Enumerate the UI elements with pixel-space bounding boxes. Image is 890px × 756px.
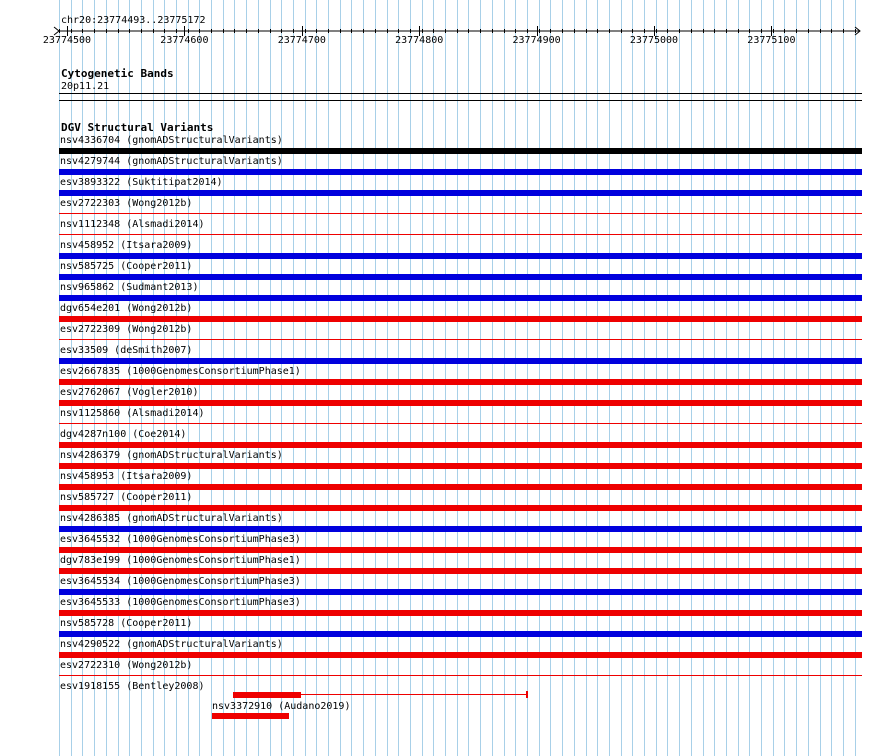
ruler-tick-label: 23774800 [395,35,444,46]
ruler-tick-label: 23774700 [277,35,326,46]
feature-label[interactable]: esv2762067 (Vogler2010) [60,387,199,398]
feature-bar[interactable] [59,484,862,490]
feature-label[interactable]: esv3645534 (1000GenomesConsortiumPhase3) [60,576,301,587]
feature-bar[interactable] [59,463,862,469]
feature-label[interactable]: nsv1112348 (Alsmadi2014) [60,219,205,230]
feature-bar[interactable] [59,526,862,532]
ruler-tick-label: 23774900 [512,35,561,46]
feature-line[interactable] [59,339,862,340]
feature-line[interactable] [59,234,862,235]
feature-label[interactable]: nsv585725 (Cooper2011) [60,261,193,272]
feature-label[interactable]: dgv783e199 (1000GenomesConsortiumPhase1) [60,555,301,566]
feature-bar[interactable] [59,568,862,574]
feature-bar[interactable] [59,274,862,280]
feature-label[interactable]: nsv4286385 (gnomADStructuralVariants) [60,513,283,524]
ruler-location: chr20:23774493..23775172 [61,15,206,26]
feature-label[interactable]: dgv654e201 (Wong2012b) [60,303,193,314]
feature-bar[interactable] [59,379,862,385]
feature-bar[interactable] [212,713,289,719]
feature-bar[interactable] [59,169,862,175]
feature-bar[interactable] [59,148,862,154]
feature-bar[interactable] [59,400,862,406]
feature-label[interactable]: esv2667835 (1000GenomesConsortiumPhase1) [60,366,301,377]
cytoband-bar [59,93,862,94]
feature-label[interactable]: nsv458953 (Itsara2009) [60,471,193,482]
feature-bar[interactable] [59,253,862,259]
feature-label[interactable]: esv3893322 (Suktitipat2014) [60,177,223,188]
ruler-tick-label: 23774500 [42,35,92,46]
ruler-tick-label: 23775000 [629,35,679,46]
ruler-tick-label: 23775100 [747,35,796,46]
cytoband-label: 20p11.21 [61,81,110,92]
dgv-track-title: DGV Structural Variants [61,121,214,134]
feature-label[interactable]: esv2722303 (Wong2012b) [60,198,193,209]
feature-label[interactable]: esv3645532 (1000GenomesConsortiumPhase3) [60,534,301,545]
feature-bar[interactable] [59,547,862,553]
cytobands-title: Cytogenetic Bands [61,67,174,80]
feature-bar[interactable] [59,631,862,637]
ruler-tick-label: 23774600 [160,35,209,46]
feature-label[interactable]: dgv4287n100 (Coe2014) [60,429,187,440]
feature-bar-segment[interactable] [233,692,301,698]
feature-line[interactable] [59,675,862,676]
feature-label[interactable]: esv2722309 (Wong2012b) [60,324,193,335]
feature-bar[interactable] [59,190,862,196]
feature-bar[interactable] [59,295,862,301]
feature-label[interactable]: esv2722310 (Wong2012b) [60,660,193,671]
feature-label[interactable]: nsv1125860 (Alsmadi2014) [60,408,205,419]
feature-intron-line [301,694,527,695]
feature-bar[interactable] [59,610,862,616]
feature-label[interactable]: nsv585728 (Cooper2011) [60,618,193,629]
feature-line[interactable] [59,423,862,424]
feature-bar[interactable] [59,442,862,448]
feature-label[interactable]: nsv4279744 (gnomADStructuralVariants) [60,156,283,167]
feature-label[interactable]: esv33509 (deSmith2007) [60,345,193,356]
feature-bar[interactable] [59,358,862,364]
feature-label[interactable]: nsv4286379 (gnomADStructuralVariants) [60,450,283,461]
feature-bar[interactable] [59,652,862,658]
feature-bar[interactable] [59,505,862,511]
feature-label[interactable]: nsv3372910 (Audano2019) [212,701,351,712]
feature-label[interactable]: esv3645533 (1000GenomesConsortiumPhase3) [60,597,301,608]
feature-bar[interactable] [59,589,862,595]
feature-label[interactable]: nsv585727 (Cooper2011) [60,492,193,503]
track-divider [59,100,862,101]
feature-label[interactable]: esv1918155 (Bentley2008) [60,681,205,692]
feature-label[interactable]: nsv4336704 (gnomADStructuralVariants) [60,135,283,146]
feature-label[interactable]: nsv4290522 (gnomADStructuralVariants) [60,639,283,650]
feature-line[interactable] [59,213,862,214]
feature-end-cap [526,691,528,698]
feature-bar[interactable] [59,316,862,322]
feature-label[interactable]: nsv965862 (Sudmant2013) [60,282,199,293]
feature-label[interactable]: nsv458952 (Itsara2009) [60,240,193,251]
